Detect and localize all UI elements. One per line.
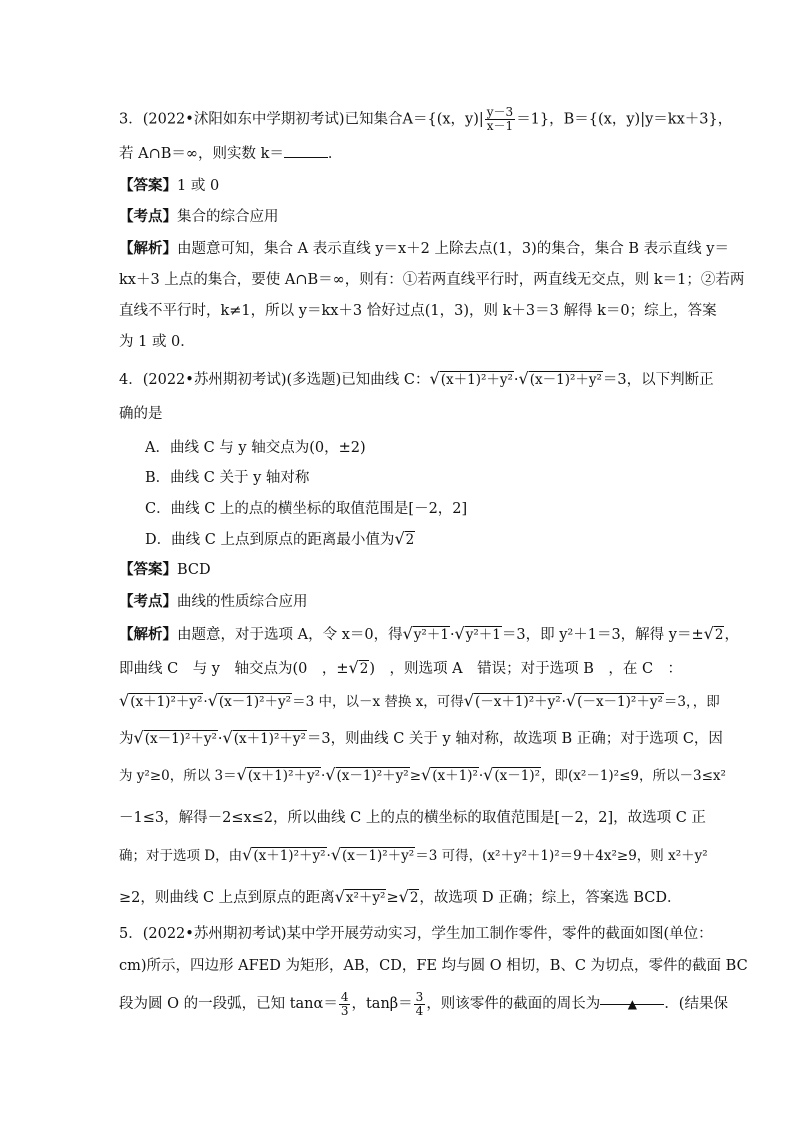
q4-stem-line-2: 确的是 — [119, 406, 163, 422]
q4-analysis-line-4: 为√(x－1)²＋y²·√(x＋1)²＋y²＝3，则曲线 C 关于 y 轴对称，故选项 B 正确；对于选项 C，因 — [119, 728, 723, 747]
q4-analysis-line-2: 即曲线 C 与 y 轴交点为(0 ，±√2) ，则选项 A 错误；对于选项 B ，在 C ： — [119, 658, 683, 677]
q5-answer-blank — [600, 988, 664, 1011]
q4-sqrt-2: √(x－1)²＋y² — [518, 369, 602, 388]
q3-set-b: B＝{(x，y)|y＝kx＋3}， — [563, 111, 733, 128]
q4-answer — [119, 558, 679, 582]
q3-set-a: A＝{(x，y)| — [402, 111, 484, 128]
q4-option-b: B．曲线 C 关于 y 轴对称 — [145, 470, 310, 486]
q3-frac-den: x－1 — [486, 119, 514, 133]
q4-stem-line-1: 4．(2022•苏州期初考试)(多选题)已知曲线 C：√(x＋1)²＋y²·√(x－1)²＋y²＝3，以下判断正 — [119, 367, 679, 391]
q4-option-a: A．曲线 C 与 y 轴交点为(0，±2) — [145, 440, 366, 456]
q4-analysis-line-3: √(x＋1)²＋y²·√(x－1)²＋y²＝3 中，以－x 替换 x，可得√(－x＋1)²＋y²·√(－x－1)²＋y²＝3，，即 — [119, 691, 720, 710]
q5-stem-line-2: cm)所示，四边形 AFED 为矩形，AB，CD，FE 均与圆 O 相切，B、C 为切点，零件的截面 BC — [119, 958, 748, 974]
q3-analysis-label: 【解析】 — [119, 240, 177, 257]
q3-topic — [119, 205, 679, 229]
q3-answer-blank — [284, 141, 328, 158]
q3-answer-label: 【答案】 — [119, 177, 177, 194]
q5-stem-line-1: 5．(2022•苏州期初考试)某中学开展劳动实习，学生加工制作零件，零件的截面如图(单位： — [119, 926, 713, 942]
q3-topic-label: 【考点】 — [119, 208, 177, 225]
q5-tan-beta-frac: $\frac{3}{4}$ — [415, 989, 424, 1018]
q3-answer-value: 1 或 0 — [177, 178, 220, 194]
q3-analysis-line-4: 为 1 或 0． — [119, 334, 195, 350]
q4-answer-value: BCD — [177, 562, 211, 578]
q4-topic-value: 曲线的性质综合应用 — [177, 594, 308, 610]
q4-option-d-sqrt: √2 — [394, 529, 415, 548]
q4-analysis-line-8: ≥2，则曲线 C 上点到原点的距离√x²＋y²≥√2，故选项 D 正确；综上，答案选 BCD． — [119, 887, 682, 906]
q4-topic-label: 【考点】 — [119, 593, 177, 610]
q3-topic-value: 集合的综合应用 — [177, 209, 279, 225]
q3-fraction — [485, 106, 515, 133]
q3-analysis-line-2: kx＋3 上点的集合，要使 A∩B＝∞，则有：①若两直线平行时，两直线无交点，则 k＝1；②若两 — [119, 272, 745, 288]
q3-line2-prefix: 若 A∩B＝∞，则实数 k＝ — [119, 146, 284, 162]
q4-suffix: ＝3，以下判断正 — [602, 372, 714, 388]
q3-prefix: 3．(2022•沭阳如东中学期初考试)已知集合 — [119, 111, 403, 128]
triangle-icon: ▲ — [627, 997, 637, 1011]
q3-analysis-line-3: 直线不平行时，k≠1，所以 y＝kx＋3 恰好过点(1，3)，则 k＋3＝3 解得 k＝0；综上，答案 — [119, 303, 717, 319]
q3-answer — [119, 174, 679, 198]
q4-prefix: 4．(2022•苏州期初考试)(多选题)已知曲线 C： — [119, 372, 430, 388]
q3-stem-line-2 — [119, 141, 679, 165]
q3-set-a-close: ＝1}， — [516, 111, 564, 128]
q3-stem-line-1 — [119, 105, 733, 133]
q5-stem-line-3: 段为圆 O 的一段弧，已知 tanα＝ $\frac{4}{3}$ ，tanβ＝ $\frac{3}{4}$ ，则该零件的截面的周长为 ▲ ．(结果保 — [119, 989, 728, 1018]
q4-option-c: C．曲线 C 上的点的横坐标的取值范围是[－2，2] — [145, 501, 468, 517]
q4-topic — [119, 590, 679, 614]
q4-analysis-line-7: 确；对于选项 D，由√(x＋1)²＋y²·√(x－1)²＋y²＝3 可得，(x²＋y²＋1)²＝9＋4x²≥9，则 x²＋y² — [119, 845, 708, 864]
q4-analysis-line-1: 【解析】由题意，对于选项 A，令 x＝0，得√y²＋1·√y²＋1＝3，即 y²＋1＝3，解得 y＝±√2， — [119, 624, 739, 643]
q3-analysis-line-1 — [119, 237, 729, 261]
q4-analysis-line-6: －1≤3，解得－2≤x≤2，所以曲线 C 上的点的横坐标的取值范围是[－2，2]，故选项 C 正 — [119, 810, 706, 826]
q4-answer-label: 【答案】 — [119, 561, 177, 578]
q3-frac-num: y－3 — [486, 105, 514, 119]
q5-tan-alpha-frac: $\frac{4}{3}$ — [340, 989, 349, 1018]
q3-line2-suffix: ． — [327, 146, 343, 162]
q4-sqrt-1: √(x＋1)²＋y² — [429, 369, 513, 388]
q4-analysis-line-5: 为 y²≥0，所以 3＝√(x＋1)²＋y²·√(x－1)²＋y²≥√(x＋1)²·√(x－1)²，即(x²－1)²≤9，所以－3≤x² — [119, 765, 726, 784]
q4-option-d: D．曲线 C 上点到原点的距离最小值为√2 — [145, 527, 705, 551]
q4-analysis-label: 【解析】 — [119, 626, 177, 643]
q3-analysis-text-1: 由题意可知，集合 A 表示直线 y＝x＋2 上除去点(1，3)的集合，集合 B 表示直线 y＝ — [177, 241, 729, 257]
